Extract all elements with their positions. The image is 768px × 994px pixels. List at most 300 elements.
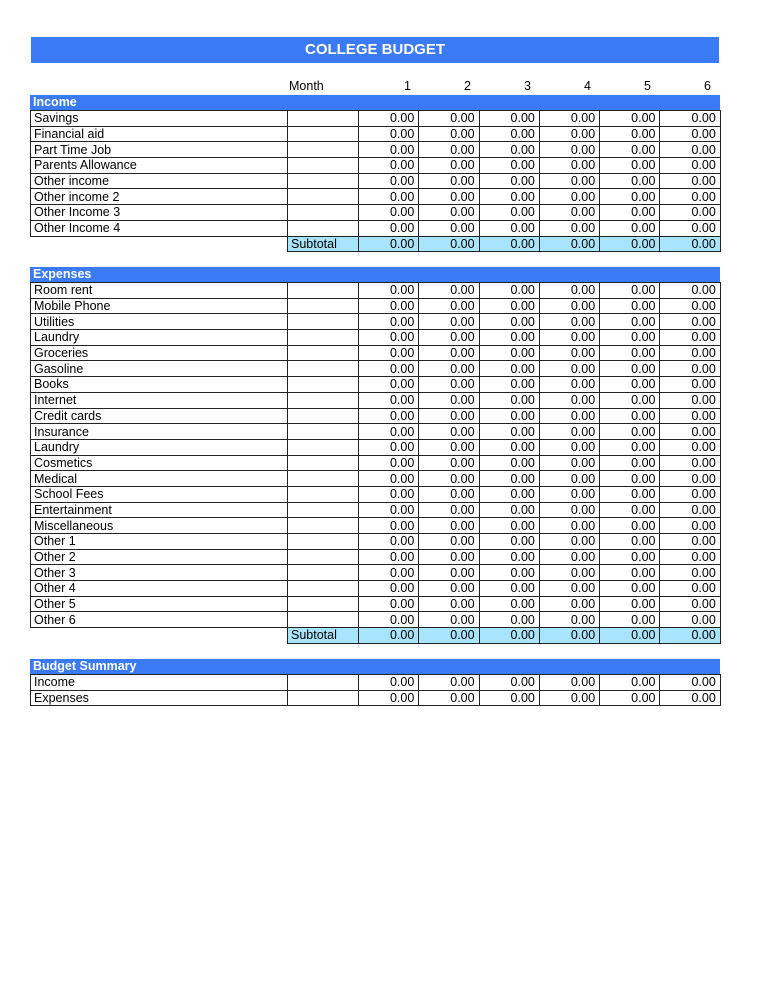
value-cell[interactable]: 0.00 xyxy=(359,534,419,550)
value-cell[interactable]: 0.00 xyxy=(660,424,720,440)
table-row xyxy=(31,220,721,236)
value-cell[interactable]: 0.00 xyxy=(600,549,660,565)
value-cell[interactable]: 0.00 xyxy=(600,675,660,691)
value-cell[interactable]: 0.00 xyxy=(539,424,599,440)
value-cell[interactable]: 0.00 xyxy=(419,439,479,455)
notes-cell[interactable] xyxy=(288,173,359,189)
row-label: Savings xyxy=(31,111,288,127)
table-row xyxy=(31,549,721,565)
row-label: Books xyxy=(31,377,288,393)
month-5: 5 xyxy=(644,79,651,93)
value-cell[interactable]: 0.00 xyxy=(539,283,599,299)
notes-cell[interactable] xyxy=(288,675,359,691)
row-label: Cosmetics xyxy=(31,455,288,471)
subtotal-cell[interactable]: 0.00 xyxy=(539,236,599,252)
notes-cell[interactable] xyxy=(288,455,359,471)
value-cell[interactable]: 0.00 xyxy=(479,408,539,424)
value-cell[interactable]: 0.00 xyxy=(419,330,479,346)
value-cell[interactable]: 0.00 xyxy=(419,298,479,314)
subtotal-cell[interactable]: 0.00 xyxy=(600,236,660,252)
value-cell[interactable]: 0.00 xyxy=(600,581,660,597)
table-row xyxy=(31,173,721,189)
notes-cell[interactable] xyxy=(288,126,359,142)
table-row xyxy=(31,471,721,487)
row-label: Insurance xyxy=(31,424,288,440)
value-cell[interactable]: 0.00 xyxy=(359,471,419,487)
notes-cell[interactable] xyxy=(288,596,359,612)
value-cell[interactable]: 0.00 xyxy=(600,126,660,142)
value-cell[interactable]: 0.00 xyxy=(479,565,539,581)
notes-cell[interactable] xyxy=(288,502,359,518)
value-cell[interactable]: 0.00 xyxy=(600,158,660,174)
value-cell[interactable]: 0.00 xyxy=(479,596,539,612)
table-row xyxy=(31,486,721,502)
value-cell[interactable]: 0.00 xyxy=(419,408,479,424)
value-cell[interactable]: 0.00 xyxy=(600,408,660,424)
value-cell[interactable]: 0.00 xyxy=(539,377,599,393)
value-cell[interactable]: 0.00 xyxy=(600,455,660,471)
value-cell[interactable]: 0.00 xyxy=(479,126,539,142)
notes-cell[interactable] xyxy=(288,298,359,314)
subtotal-cell[interactable]: 0.00 xyxy=(359,236,419,252)
value-cell[interactable]: 0.00 xyxy=(660,455,720,471)
notes-cell[interactable] xyxy=(288,392,359,408)
value-cell[interactable]: 0.00 xyxy=(479,345,539,361)
value-cell[interactable]: 0.00 xyxy=(479,424,539,440)
table-row xyxy=(31,612,721,628)
value-cell[interactable]: 0.00 xyxy=(479,298,539,314)
row-label: Utilities xyxy=(31,314,288,330)
value-cell[interactable]: 0.00 xyxy=(359,205,419,221)
value-cell[interactable]: 0.00 xyxy=(539,205,599,221)
value-cell[interactable]: 0.00 xyxy=(539,173,599,189)
value-cell[interactable]: 0.00 xyxy=(419,455,479,471)
notes-cell[interactable] xyxy=(288,486,359,502)
value-cell[interactable]: 0.00 xyxy=(359,361,419,377)
notes-cell[interactable] xyxy=(288,220,359,236)
value-cell[interactable]: 0.00 xyxy=(539,330,599,346)
value-cell[interactable]: 0.00 xyxy=(479,377,539,393)
table-row xyxy=(31,314,721,330)
row-label: Other 6 xyxy=(31,612,288,628)
table-row xyxy=(31,439,721,455)
value-cell[interactable]: 0.00 xyxy=(479,330,539,346)
value-cell[interactable]: 0.00 xyxy=(600,111,660,127)
expenses-table xyxy=(30,282,721,644)
value-cell[interactable]: 0.00 xyxy=(539,690,599,706)
value-cell[interactable]: 0.00 xyxy=(600,518,660,534)
value-cell[interactable]: 0.00 xyxy=(660,189,720,205)
month-2: 2 xyxy=(464,79,471,93)
value-cell[interactable]: 0.00 xyxy=(419,596,479,612)
value-cell[interactable]: 0.00 xyxy=(479,189,539,205)
value-cell[interactable]: 0.00 xyxy=(359,581,419,597)
row-label: Entertainment xyxy=(31,502,288,518)
value-cell[interactable]: 0.00 xyxy=(539,126,599,142)
value-cell[interactable]: 0.00 xyxy=(359,111,419,127)
value-cell[interactable]: 0.00 xyxy=(359,596,419,612)
value-cell[interactable]: 0.00 xyxy=(479,549,539,565)
row-label: Other 5 xyxy=(31,596,288,612)
value-cell[interactable]: 0.00 xyxy=(539,565,599,581)
row-label: Other 3 xyxy=(31,565,288,581)
value-cell[interactable]: 0.00 xyxy=(600,142,660,158)
notes-cell[interactable] xyxy=(288,424,359,440)
value-cell[interactable]: 0.00 xyxy=(359,314,419,330)
notes-cell[interactable] xyxy=(288,111,359,127)
value-cell[interactable]: 0.00 xyxy=(419,283,479,299)
notes-cell[interactable] xyxy=(288,690,359,706)
month-header-row xyxy=(30,79,720,95)
value-cell[interactable]: 0.00 xyxy=(419,690,479,706)
notes-cell[interactable] xyxy=(288,345,359,361)
row-label: Expenses xyxy=(31,690,288,706)
row-label: Other income xyxy=(31,173,288,189)
month-6: 6 xyxy=(704,79,711,93)
value-cell[interactable]: 0.00 xyxy=(419,675,479,691)
value-cell[interactable]: 0.00 xyxy=(660,126,720,142)
subtotal-cell[interactable]: 0.00 xyxy=(479,628,539,644)
value-cell[interactable]: 0.00 xyxy=(359,612,419,628)
value-cell[interactable]: 0.00 xyxy=(359,424,419,440)
summary-heading: Budget Summary xyxy=(30,659,720,674)
value-cell[interactable]: 0.00 xyxy=(600,314,660,330)
row-label: Gasoline xyxy=(31,361,288,377)
value-cell[interactable]: 0.00 xyxy=(479,173,539,189)
row-label: School Fees xyxy=(31,486,288,502)
value-cell[interactable]: 0.00 xyxy=(359,408,419,424)
row-label: Laundry xyxy=(31,330,288,346)
summary-table xyxy=(30,674,721,706)
value-cell[interactable]: 0.00 xyxy=(359,675,419,691)
value-cell[interactable]: 0.00 xyxy=(359,345,419,361)
value-cell[interactable]: 0.00 xyxy=(660,502,720,518)
table-row xyxy=(31,424,721,440)
table-row xyxy=(31,345,721,361)
value-cell[interactable]: 0.00 xyxy=(660,439,720,455)
value-cell[interactable]: 0.00 xyxy=(479,486,539,502)
value-cell[interactable]: 0.00 xyxy=(419,142,479,158)
notes-cell[interactable] xyxy=(288,518,359,534)
income-section xyxy=(30,95,720,252)
subtotal-cell[interactable]: 0.00 xyxy=(539,628,599,644)
value-cell[interactable]: 0.00 xyxy=(660,675,720,691)
month-3: 3 xyxy=(524,79,531,93)
row-label: Other Income 3 xyxy=(31,205,288,221)
value-cell[interactable]: 0.00 xyxy=(479,158,539,174)
value-cell[interactable]: 0.00 xyxy=(539,518,599,534)
value-cell[interactable]: 0.00 xyxy=(600,424,660,440)
value-cell[interactable]: 0.00 xyxy=(660,549,720,565)
value-cell[interactable]: 0.00 xyxy=(359,220,419,236)
value-cell[interactable]: 0.00 xyxy=(660,596,720,612)
value-cell[interactable]: 0.00 xyxy=(539,471,599,487)
row-label: Credit cards xyxy=(31,408,288,424)
value-cell[interactable]: 0.00 xyxy=(359,518,419,534)
value-cell[interactable]: 0.00 xyxy=(539,189,599,205)
value-cell[interactable]: 0.00 xyxy=(660,471,720,487)
notes-cell[interactable] xyxy=(288,189,359,205)
value-cell[interactable]: 0.00 xyxy=(359,173,419,189)
value-cell[interactable]: 0.00 xyxy=(539,408,599,424)
value-cell[interactable]: 0.00 xyxy=(600,361,660,377)
blank-cell xyxy=(31,628,288,644)
value-cell[interactable]: 0.00 xyxy=(419,345,479,361)
value-cell[interactable]: 0.00 xyxy=(600,173,660,189)
value-cell[interactable]: 0.00 xyxy=(479,283,539,299)
value-cell[interactable]: 0.00 xyxy=(660,581,720,597)
expenses-section xyxy=(30,267,720,644)
value-cell[interactable]: 0.00 xyxy=(660,173,720,189)
summary-section xyxy=(30,659,720,706)
value-cell[interactable]: 0.00 xyxy=(479,314,539,330)
value-cell[interactable]: 0.00 xyxy=(359,126,419,142)
value-cell[interactable]: 0.00 xyxy=(419,565,479,581)
table-row xyxy=(31,298,721,314)
value-cell[interactable]: 0.00 xyxy=(600,205,660,221)
value-cell[interactable]: 0.00 xyxy=(539,612,599,628)
value-cell[interactable]: 0.00 xyxy=(600,345,660,361)
value-cell[interactable]: 0.00 xyxy=(600,298,660,314)
table-row xyxy=(31,534,721,550)
value-cell[interactable]: 0.00 xyxy=(539,158,599,174)
notes-cell[interactable] xyxy=(288,408,359,424)
subtotal-cell[interactable]: 0.00 xyxy=(359,628,419,644)
value-cell[interactable]: 0.00 xyxy=(539,502,599,518)
subtotal-cell[interactable]: 0.00 xyxy=(660,628,720,644)
notes-cell[interactable] xyxy=(288,205,359,221)
value-cell[interactable]: 0.00 xyxy=(539,675,599,691)
value-cell[interactable]: 0.00 xyxy=(359,392,419,408)
expenses-heading: Expenses xyxy=(30,267,720,282)
value-cell[interactable]: 0.00 xyxy=(660,111,720,127)
notes-cell[interactable] xyxy=(288,158,359,174)
value-cell[interactable]: 0.00 xyxy=(660,220,720,236)
value-cell[interactable]: 0.00 xyxy=(600,502,660,518)
value-cell[interactable]: 0.00 xyxy=(479,581,539,597)
value-cell[interactable]: 0.00 xyxy=(539,298,599,314)
subtotal-row xyxy=(31,628,721,644)
value-cell[interactable]: 0.00 xyxy=(419,111,479,127)
table-row xyxy=(31,675,721,691)
subtotal-cell[interactable]: 0.00 xyxy=(479,236,539,252)
value-cell[interactable]: 0.00 xyxy=(419,377,479,393)
value-cell[interactable]: 0.00 xyxy=(660,361,720,377)
value-cell[interactable]: 0.00 xyxy=(660,565,720,581)
table-row xyxy=(31,455,721,471)
value-cell[interactable]: 0.00 xyxy=(660,158,720,174)
value-cell[interactable]: 0.00 xyxy=(660,408,720,424)
table-row xyxy=(31,361,721,377)
month-1: 1 xyxy=(404,79,411,93)
value-cell[interactable]: 0.00 xyxy=(479,205,539,221)
subtotal-label: Subtotal xyxy=(288,628,359,644)
value-cell[interactable]: 0.00 xyxy=(359,549,419,565)
value-cell[interactable]: 0.00 xyxy=(419,502,479,518)
value-cell[interactable]: 0.00 xyxy=(419,534,479,550)
value-cell[interactable]: 0.00 xyxy=(600,283,660,299)
value-cell[interactable]: 0.00 xyxy=(479,455,539,471)
value-cell[interactable]: 0.00 xyxy=(479,534,539,550)
notes-cell[interactable] xyxy=(288,314,359,330)
row-label: Laundry xyxy=(31,439,288,455)
value-cell[interactable]: 0.00 xyxy=(479,502,539,518)
value-cell[interactable]: 0.00 xyxy=(600,220,660,236)
notes-cell[interactable] xyxy=(288,361,359,377)
value-cell[interactable]: 0.00 xyxy=(359,283,419,299)
month-label: Month xyxy=(289,79,324,93)
row-label: Part Time Job xyxy=(31,142,288,158)
value-cell[interactable]: 0.00 xyxy=(600,330,660,346)
notes-cell[interactable] xyxy=(288,283,359,299)
subtotal-cell[interactable]: 0.00 xyxy=(419,628,479,644)
value-cell[interactable]: 0.00 xyxy=(600,471,660,487)
notes-cell[interactable] xyxy=(288,330,359,346)
value-cell[interactable]: 0.00 xyxy=(479,612,539,628)
value-cell[interactable]: 0.00 xyxy=(660,142,720,158)
row-label: Other Income 4 xyxy=(31,220,288,236)
value-cell[interactable]: 0.00 xyxy=(539,596,599,612)
value-cell[interactable]: 0.00 xyxy=(419,549,479,565)
value-cell[interactable]: 0.00 xyxy=(539,534,599,550)
value-cell[interactable]: 0.00 xyxy=(660,486,720,502)
notes-cell[interactable] xyxy=(288,142,359,158)
value-cell[interactable]: 0.00 xyxy=(539,549,599,565)
value-cell[interactable]: 0.00 xyxy=(600,612,660,628)
value-cell[interactable]: 0.00 xyxy=(359,439,419,455)
value-cell[interactable]: 0.00 xyxy=(539,142,599,158)
value-cell[interactable]: 0.00 xyxy=(359,142,419,158)
value-cell[interactable]: 0.00 xyxy=(479,471,539,487)
sheet-title: COLLEGE BUDGET xyxy=(31,37,719,63)
value-cell[interactable]: 0.00 xyxy=(419,189,479,205)
value-cell[interactable]: 0.00 xyxy=(479,361,539,377)
notes-cell[interactable] xyxy=(288,471,359,487)
value-cell[interactable]: 0.00 xyxy=(539,455,599,471)
value-cell[interactable]: 0.00 xyxy=(359,158,419,174)
value-cell[interactable]: 0.00 xyxy=(419,314,479,330)
value-cell[interactable]: 0.00 xyxy=(359,455,419,471)
notes-cell[interactable] xyxy=(288,565,359,581)
blank-cell xyxy=(31,236,288,252)
value-cell[interactable]: 0.00 xyxy=(660,314,720,330)
value-cell[interactable]: 0.00 xyxy=(359,486,419,502)
row-label: Parents Allowance xyxy=(31,158,288,174)
value-cell[interactable]: 0.00 xyxy=(539,439,599,455)
table-row xyxy=(31,408,721,424)
value-cell[interactable]: 0.00 xyxy=(419,581,479,597)
value-cell[interactable]: 0.00 xyxy=(419,518,479,534)
row-label: Other 1 xyxy=(31,534,288,550)
value-cell[interactable]: 0.00 xyxy=(660,330,720,346)
value-cell[interactable]: 0.00 xyxy=(660,205,720,221)
value-cell[interactable]: 0.00 xyxy=(479,690,539,706)
notes-cell[interactable] xyxy=(288,581,359,597)
value-cell[interactable]: 0.00 xyxy=(359,502,419,518)
value-cell[interactable]: 0.00 xyxy=(479,518,539,534)
value-cell[interactable]: 0.00 xyxy=(660,298,720,314)
value-cell[interactable]: 0.00 xyxy=(660,612,720,628)
value-cell[interactable]: 0.00 xyxy=(479,675,539,691)
table-row xyxy=(31,283,721,299)
value-cell[interactable]: 0.00 xyxy=(539,220,599,236)
value-cell[interactable]: 0.00 xyxy=(419,612,479,628)
row-label: Income xyxy=(31,675,288,691)
value-cell[interactable]: 0.00 xyxy=(600,189,660,205)
value-cell[interactable]: 0.00 xyxy=(660,534,720,550)
notes-cell[interactable] xyxy=(288,439,359,455)
value-cell[interactable]: 0.00 xyxy=(479,392,539,408)
value-cell[interactable]: 0.00 xyxy=(479,439,539,455)
table-row xyxy=(31,690,721,706)
value-cell[interactable]: 0.00 xyxy=(419,471,479,487)
value-cell[interactable]: 0.00 xyxy=(359,189,419,205)
table-row xyxy=(31,158,721,174)
value-cell[interactable]: 0.00 xyxy=(660,690,720,706)
value-cell[interactable]: 0.00 xyxy=(419,486,479,502)
row-label: Other 2 xyxy=(31,549,288,565)
value-cell[interactable]: 0.00 xyxy=(419,126,479,142)
value-cell[interactable]: 0.00 xyxy=(539,392,599,408)
value-cell[interactable]: 0.00 xyxy=(600,486,660,502)
notes-cell[interactable] xyxy=(288,377,359,393)
value-cell[interactable]: 0.00 xyxy=(419,173,479,189)
value-cell[interactable]: 0.00 xyxy=(539,111,599,127)
subtotal-cell[interactable]: 0.00 xyxy=(600,628,660,644)
notes-cell[interactable] xyxy=(288,534,359,550)
value-cell[interactable]: 0.00 xyxy=(600,439,660,455)
value-cell[interactable]: 0.00 xyxy=(419,158,479,174)
value-cell[interactable]: 0.00 xyxy=(600,565,660,581)
row-label: Groceries xyxy=(31,345,288,361)
value-cell[interactable]: 0.00 xyxy=(539,314,599,330)
value-cell[interactable]: 0.00 xyxy=(479,111,539,127)
value-cell[interactable]: 0.00 xyxy=(660,518,720,534)
value-cell[interactable]: 0.00 xyxy=(660,392,720,408)
subtotal-cell[interactable]: 0.00 xyxy=(660,236,720,252)
table-row xyxy=(31,377,721,393)
value-cell[interactable]: 0.00 xyxy=(419,361,479,377)
subtotal-row xyxy=(31,236,721,252)
value-cell[interactable]: 0.00 xyxy=(479,142,539,158)
value-cell[interactable]: 0.00 xyxy=(600,690,660,706)
value-cell[interactable]: 0.00 xyxy=(660,283,720,299)
value-cell[interactable]: 0.00 xyxy=(539,361,599,377)
value-cell[interactable]: 0.00 xyxy=(600,534,660,550)
value-cell[interactable]: 0.00 xyxy=(419,392,479,408)
value-cell[interactable]: 0.00 xyxy=(600,596,660,612)
value-cell[interactable]: 0.00 xyxy=(419,424,479,440)
value-cell[interactable]: 0.00 xyxy=(359,298,419,314)
value-cell[interactable]: 0.00 xyxy=(539,345,599,361)
subtotal-cell[interactable]: 0.00 xyxy=(419,236,479,252)
value-cell[interactable]: 0.00 xyxy=(600,392,660,408)
value-cell[interactable]: 0.00 xyxy=(600,377,660,393)
value-cell[interactable]: 0.00 xyxy=(479,220,539,236)
value-cell[interactable]: 0.00 xyxy=(359,690,419,706)
value-cell[interactable]: 0.00 xyxy=(359,565,419,581)
value-cell[interactable]: 0.00 xyxy=(539,581,599,597)
value-cell[interactable]: 0.00 xyxy=(660,377,720,393)
value-cell[interactable]: 0.00 xyxy=(359,330,419,346)
value-cell[interactable]: 0.00 xyxy=(419,220,479,236)
value-cell[interactable]: 0.00 xyxy=(539,486,599,502)
value-cell[interactable]: 0.00 xyxy=(660,345,720,361)
value-cell[interactable]: 0.00 xyxy=(419,205,479,221)
notes-cell[interactable] xyxy=(288,549,359,565)
value-cell[interactable]: 0.00 xyxy=(359,377,419,393)
notes-cell[interactable] xyxy=(288,612,359,628)
